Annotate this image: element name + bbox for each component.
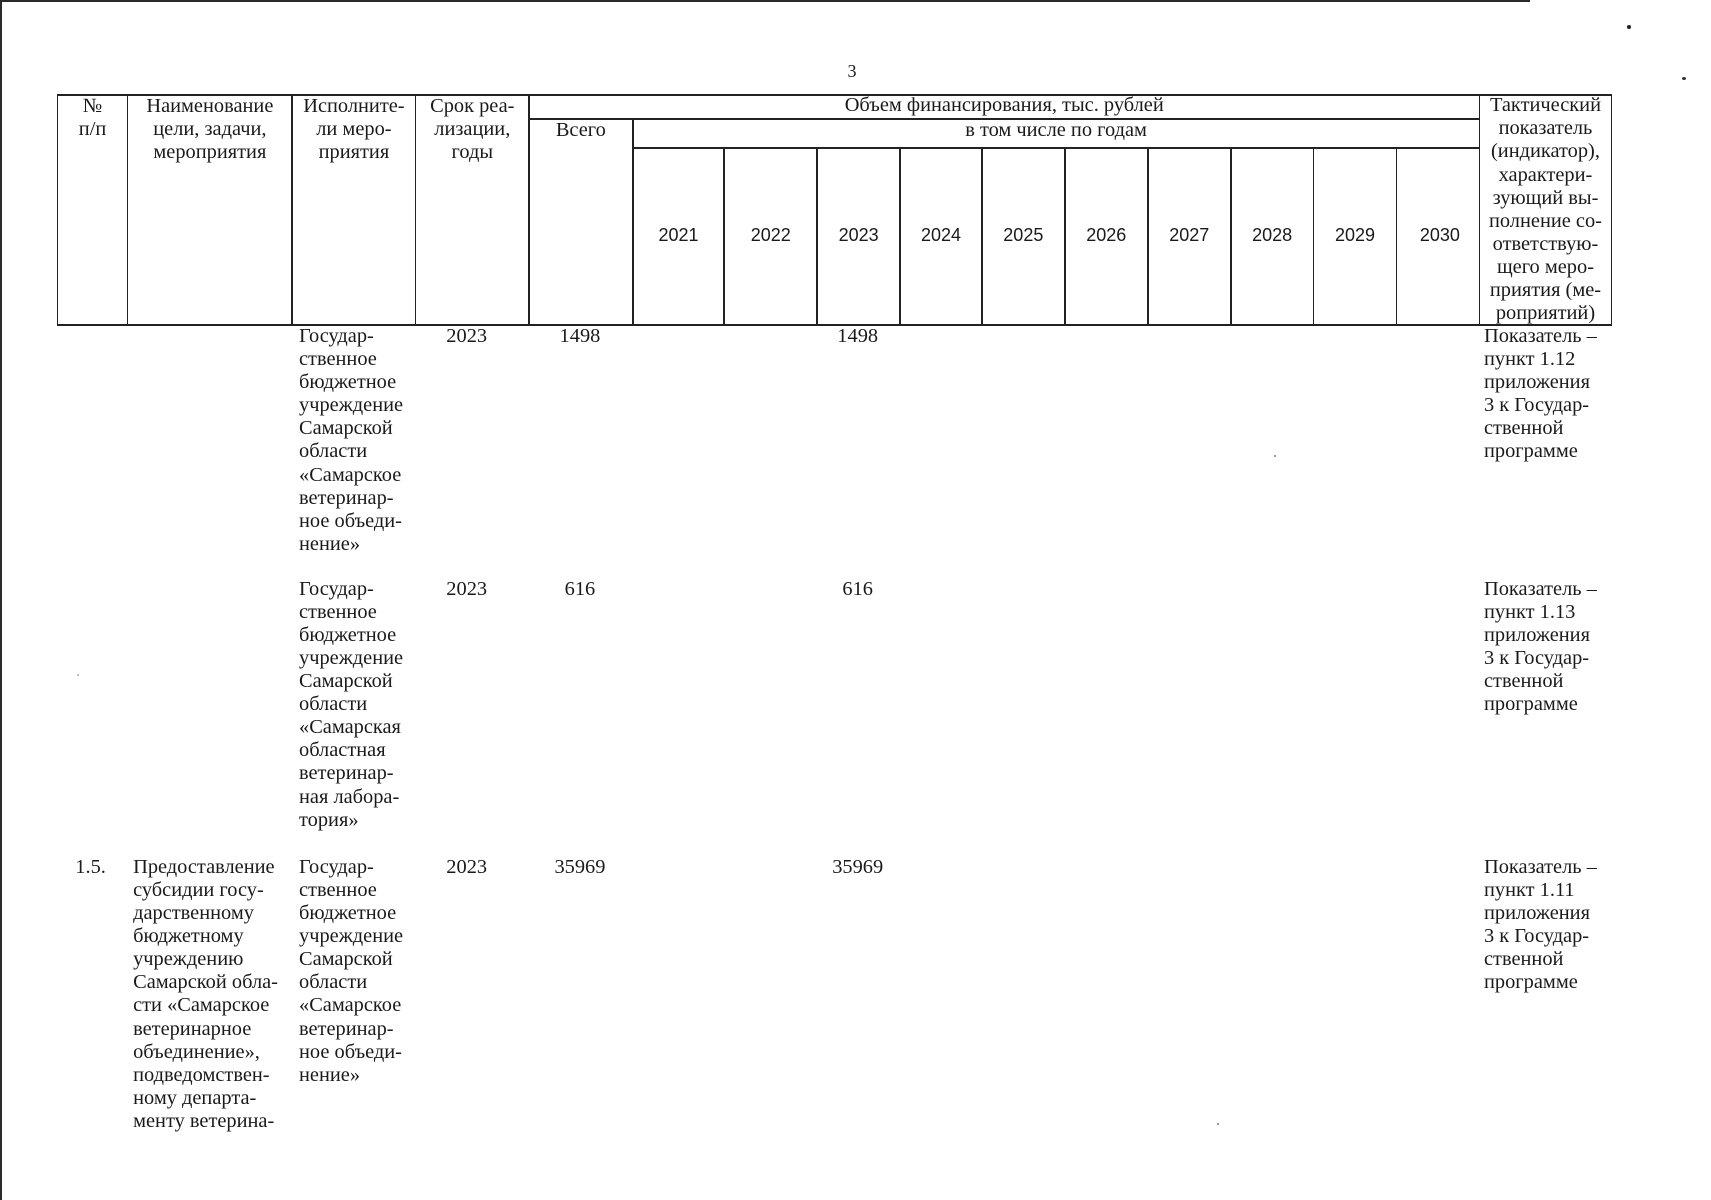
grid-line — [632, 118, 634, 326]
header-year-2027: 2027 — [1169, 225, 1210, 246]
header-year-2030: 2030 — [1419, 225, 1460, 246]
row-executor: Государ- ственное бюджетное учреждение Самарской области «Самарское ветеринар- ное объеди- нение» — [299, 855, 404, 1086]
header-year-2021: 2021 — [658, 225, 699, 246]
scan-speck — [1274, 455, 1276, 457]
row-indicator: Показатель – пункт 1.13 приложения 3 к Государ- ственной программе — [1484, 577, 1597, 716]
header-total: Всего — [555, 118, 606, 141]
scan-speck — [1627, 25, 1631, 29]
row-term: 2023 — [446, 577, 488, 600]
header-executor: Исполните- ли меро- приятия — [303, 94, 405, 163]
scan-speck — [77, 674, 79, 676]
row-total: 35969 — [554, 855, 606, 878]
scan-speck — [1217, 1123, 1219, 1125]
header-indicator: Тактический показатель (индикатор), характери- зующий вы- полнение со- ответствую- щего меро- приятия (ме- роприятий) — [1488, 94, 1602, 325]
row-year-2023-value: 616 — [842, 577, 873, 600]
row-indicator: Показатель – пункт 1.11 приложения 3 к Государ- ственной программе — [1484, 855, 1597, 994]
header-year-2028: 2028 — [1252, 225, 1293, 246]
header-year-2026: 2026 — [1086, 225, 1127, 246]
header-year-2025: 2025 — [1003, 225, 1044, 246]
table-header — [57, 94, 1613, 326]
header-year-2029: 2029 — [1335, 225, 1376, 246]
grid-line — [632, 147, 1481, 149]
row-number: 1.5. — [75, 855, 106, 878]
header-year-2022: 2022 — [750, 225, 791, 246]
row-term: 2023 — [446, 855, 488, 878]
scan-speck — [1682, 77, 1686, 80]
page-number: 3 — [847, 61, 857, 81]
row-executor: Государ- ственное бюджетное учреждение Самарской области «Самарское ветеринар- ное объеди- нение» — [299, 325, 404, 555]
row-total: 616 — [564, 577, 596, 600]
scan-edge-top — [0, 0, 1530, 2]
header-number: № п/п — [78, 94, 107, 140]
header-name: Наименование цели, задачи, мероприятия — [146, 94, 274, 163]
row-executor: Государ- ственное бюджетное учреждение Самарской области «Самарская областная ветеринар- ная лабора- тория» — [299, 577, 404, 831]
row-name: Предоставление субсидии госу- дарственному бюджетному учреждению Самарской обла- сти «Самарское ветеринарное объединение», подведомствен- ному департа- менту ветерина- — [133, 855, 278, 1132]
row-indicator: Показатель – пункт 1.12 приложения 3 к Государ- ственной программе — [1484, 325, 1597, 463]
row-term: 2023 — [446, 325, 488, 347]
header-year-2024: 2024 — [920, 225, 961, 246]
row-total: 1498 — [559, 325, 601, 347]
header-by-years: в том числе по годам — [965, 118, 1147, 141]
row-year-2023-value: 35969 — [832, 855, 884, 878]
row-year-2023-value: 1498 — [837, 325, 879, 347]
header-year-2023: 2023 — [838, 225, 879, 246]
header-term: Срок реа- лизации, годы — [430, 94, 515, 163]
header-funding: Объем финансирования, тыс. рублей — [844, 94, 1164, 117]
scan-edge-left — [0, 0, 2, 1200]
